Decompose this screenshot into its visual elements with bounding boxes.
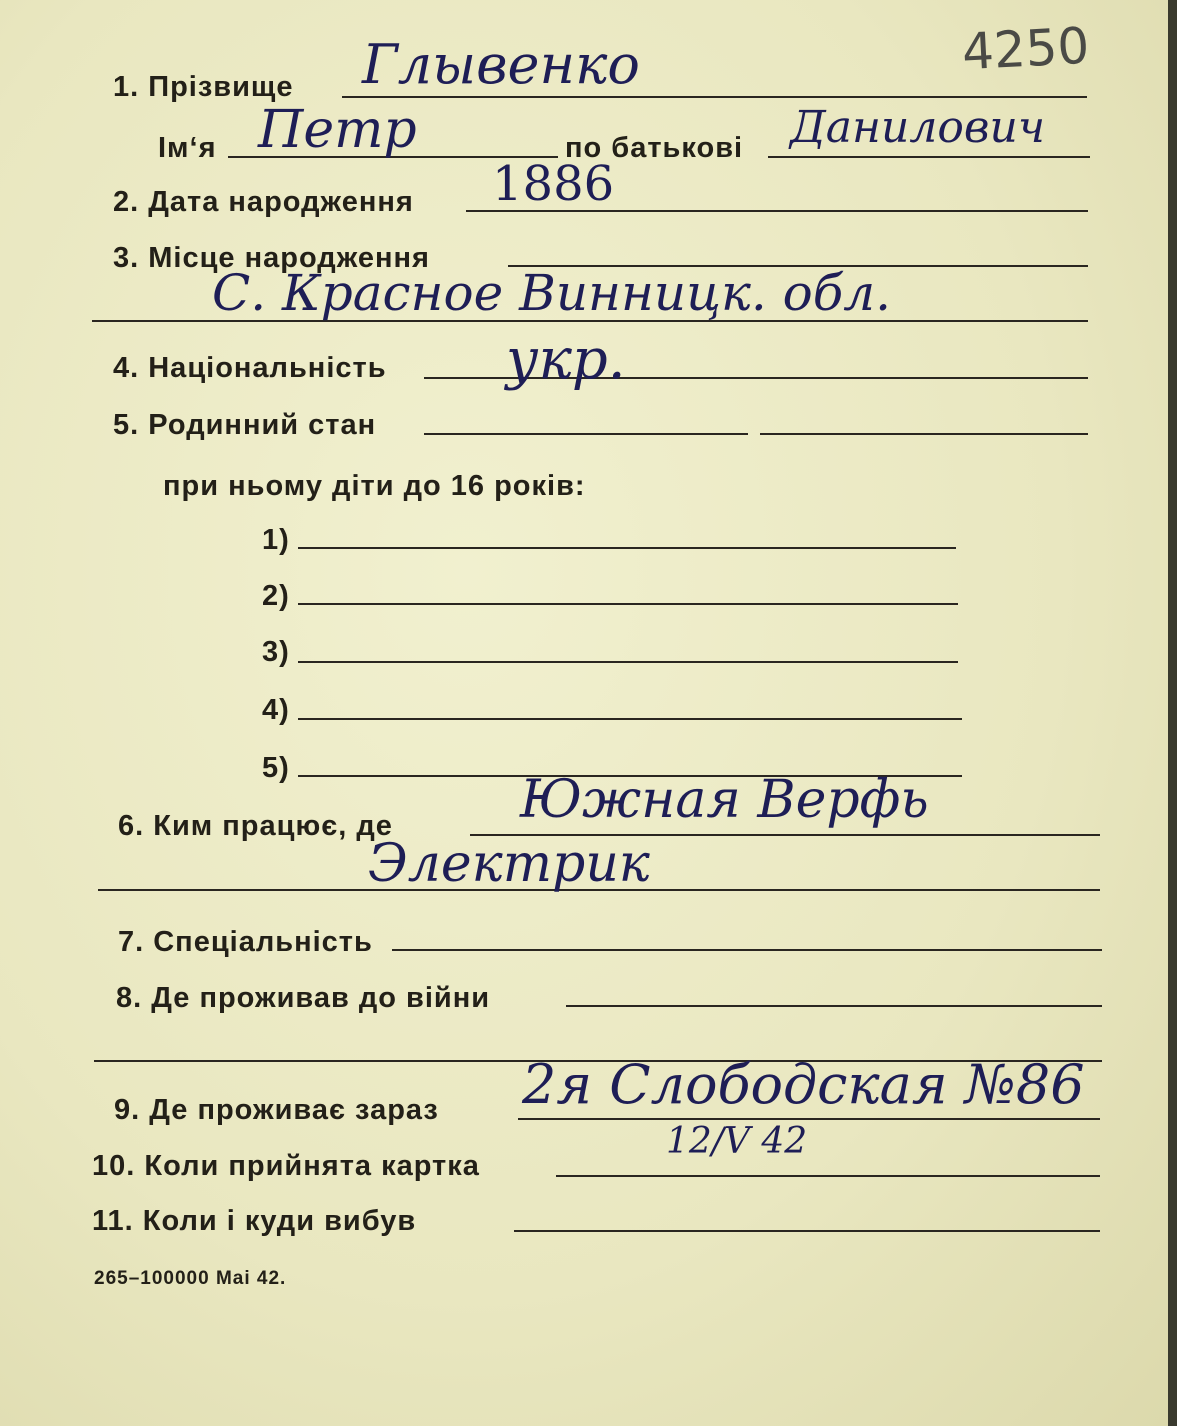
marital-status-label: 5. Родинний стан <box>113 409 377 441</box>
departure-line <box>514 1230 1100 1232</box>
first-name-label: Ім‘я <box>158 132 217 164</box>
archive-number: 4250 <box>960 16 1091 82</box>
specialty-line <box>392 949 1102 951</box>
child-2-label: 2) <box>262 580 290 612</box>
child-2-line <box>298 603 958 605</box>
birth-date-value: 1886 <box>492 156 615 212</box>
marital-status-line-b <box>760 433 1088 435</box>
child-3-label: 3) <box>262 636 290 668</box>
birth-date-label: 2. Дата народження <box>113 186 414 218</box>
card-accepted-label: 10. Коли прийнята картка <box>92 1150 480 1182</box>
current-residence-line <box>518 1118 1100 1120</box>
departure-label: 11. Коли і куди вибув <box>92 1205 417 1237</box>
child-1-label: 1) <box>262 524 290 556</box>
card-edge-shadow <box>1168 0 1177 1426</box>
children-heading: при ньому діти до 16 років: <box>163 470 586 502</box>
child-3-line <box>298 661 958 663</box>
employment-value-line1: Южная Верфь <box>520 770 929 830</box>
employment-value-line2: Электрик <box>368 834 650 894</box>
card-accepted-value: 12/V 42 <box>666 1121 808 1162</box>
child-4-line <box>298 718 962 720</box>
employment-label: 6. Ким працює, де <box>118 810 393 842</box>
birth-place-label: 3. Місце народження <box>113 242 430 274</box>
current-residence-label: 9. Де проживає зараз <box>114 1094 439 1126</box>
child-5-label: 5) <box>262 752 290 784</box>
marital-status-line-a <box>424 433 748 435</box>
first-name-value: Петр <box>258 100 417 160</box>
prewar-residence-line-1 <box>566 1005 1102 1007</box>
patronymic-line <box>768 156 1090 158</box>
card-accepted-line <box>556 1175 1100 1177</box>
child-1-line <box>298 547 956 549</box>
prewar-residence-label: 8. Де проживав до війни <box>116 982 491 1014</box>
surname-value: Глывенко <box>362 33 640 96</box>
current-residence-value: 2я Слободская №86 <box>522 1053 1085 1116</box>
nationality-label: 4. Національність <box>113 352 387 384</box>
surname-label: 1. Прізвище <box>113 71 294 103</box>
patronymic-value: Данилович <box>790 102 1046 153</box>
nationality-value: укр. <box>506 327 626 392</box>
print-code: 265–100000 Mai 42. <box>94 1268 287 1289</box>
birth-place-value: С. Красное Винницк. обл. <box>212 264 891 322</box>
patronymic-label: по батькові <box>565 132 744 164</box>
specialty-label: 7. Спеціальність <box>118 926 373 958</box>
child-4-label: 4) <box>262 694 290 726</box>
surname-line <box>342 96 1087 98</box>
